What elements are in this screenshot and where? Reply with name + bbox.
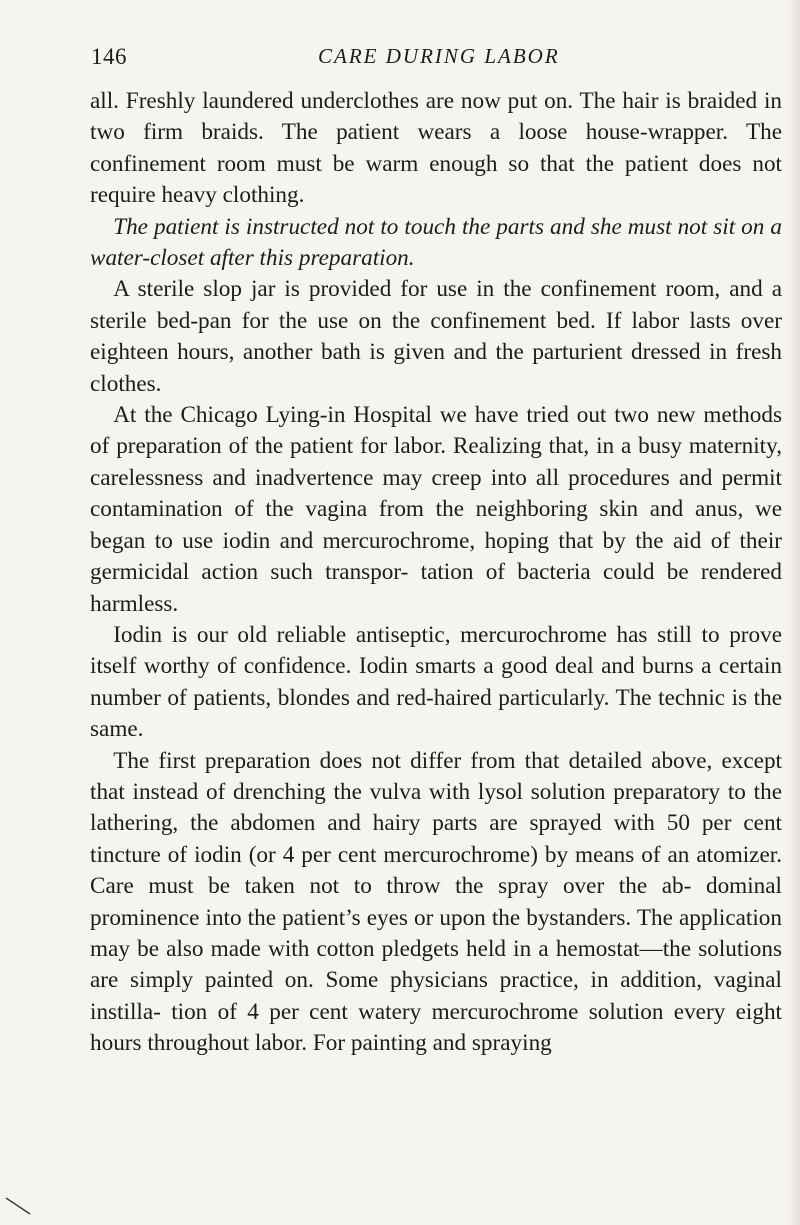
running-title: CARE DURING LABOR (318, 44, 560, 68)
paragraph-instruction: The patient is instructed not to touch the parts and she must not sit on a water-closet after this preparation. (90, 213, 782, 272)
body-text (90, 86, 782, 1060)
paragraph-iodin: Iodin is our old reliable antiseptic, mercurochrome has still to prove itself worthy of confidence. Iodin smarts a good deal and burns a certain number of patients, blondes and red-haired particularly. The technic is the same. (90, 621, 782, 743)
running-head (91, 44, 711, 84)
paragraph-continued: all. Freshly laundered underclothes are now put on. The hair is braided in two firm braids. The patient wears a loose house-wrapper. The confinement room must be warm enough so that the patient does not require heavy clothing. (90, 88, 782, 209)
paragraph-first-preparation: The first preparation does not differ from that detailed above, except that instead of drenching the vulva with lysol solution preparatory to the lathering, the abdomen and hairy parts are sprayed with 50 per cent tincture of iodin (or 4 per cent mercurochrome) by means of an atomizer. Care must be taken not to throw the spray over the ab- dominal prominence into the patient’s eyes or upon the bystanders. The application may be also made with cotton pledgets held in a hemostat—the solutions are simply painted on. Some physicians practice, in addition, vaginal instilla- tion of 4 per cent watery mercurochrome solution every eight hours throughout labor. For painting and spraying (90, 747, 782, 1057)
page-number: 146 (91, 44, 127, 69)
paragraph-chicago-hospital: At the Chicago Lying-in Hospital we have tried out two new methods of preparation of the patient for labor. Realizing that, in a busy maternity, carelessness and inadvertence may creep into all procedures and permit contamination of the vagina from the neighboring skin and anus, we began to use iodin and mercurochrome, hoping that by the aid of their germicidal action such transpor- tation of bacteria could be rendered harmless. (90, 402, 782, 617)
paragraph-slop-jar: A sterile slop jar is provided for use in the confinement room, and a sterile bed-pan for the use on the confinement bed. If labor lasts over eighteen hours, another bath is given and the parturient dressed in fresh clothes. (90, 276, 782, 397)
page-edge-shadow (786, 0, 800, 1225)
corner-scan-mark (4, 1196, 34, 1216)
